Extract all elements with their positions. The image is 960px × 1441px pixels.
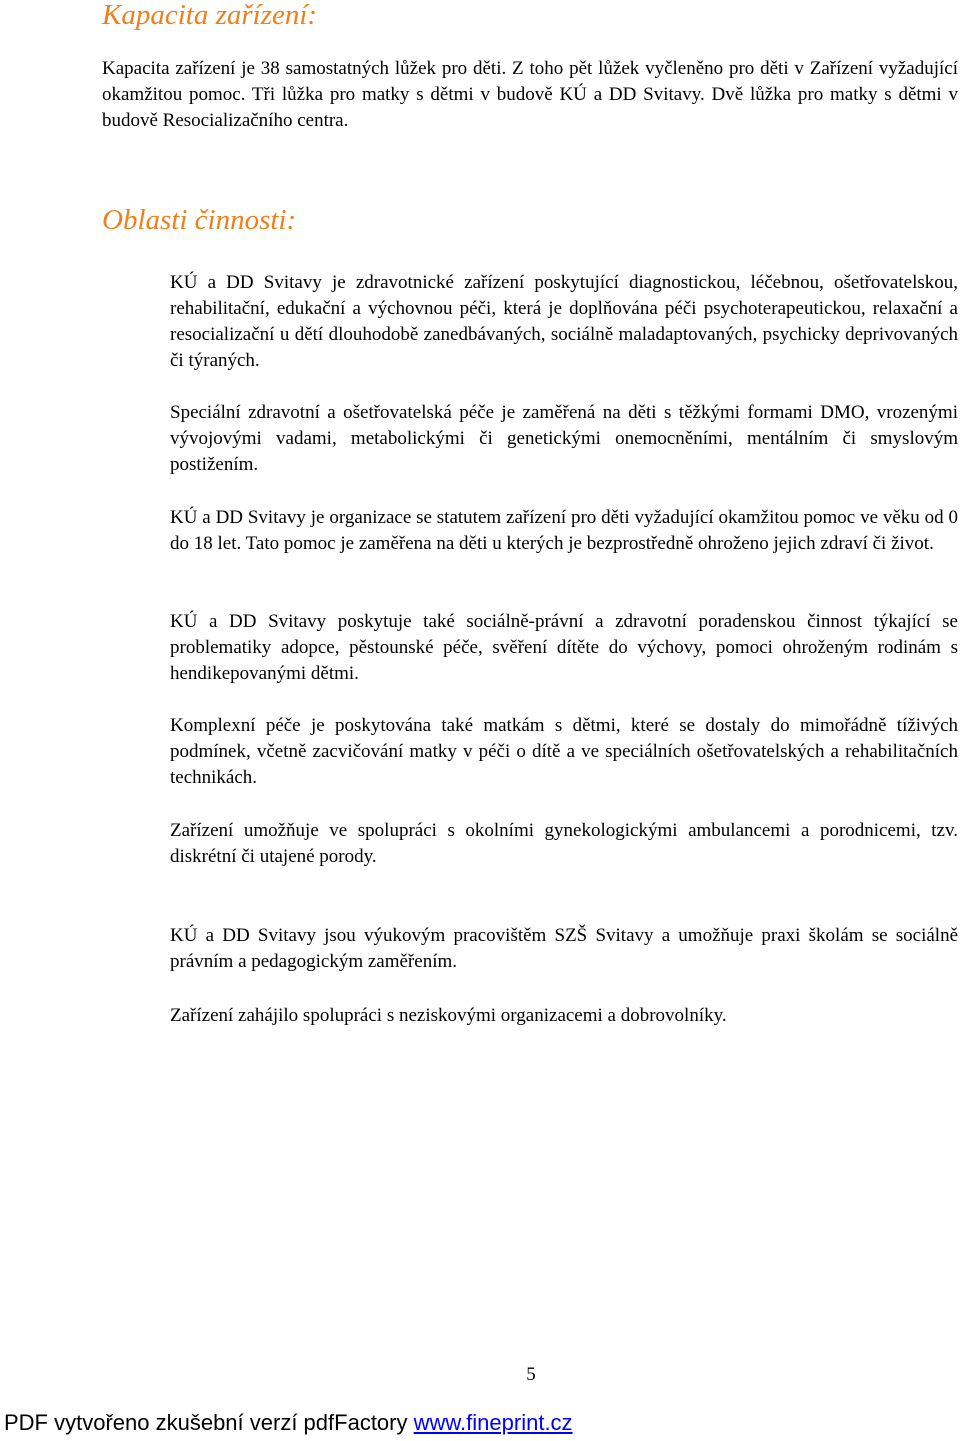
activities-paragraph-6: Zařízení umožňuje ve spolupráci s okolními gynekologickými ambulancemi a porodnicemi, tzv. diskrétní či utajené porody. [170, 820, 958, 867]
activities-paragraph-8: Zařízení zahájilo spolupráci s neziskovými organizacemi a dobrovolníky. [170, 1005, 727, 1026]
activities-paragraph-1: KÚ a DD Svitavy je zdravotnické zařízení poskytující diagnostickou, léčebnou, ošetřovatelskou, rehabilitační, edukační a výchovnou péči, která je doplňována péči psychoterapeutickou, relaxační a resocializační u dětí dlouhodobě zanedbávaných, sociálně maladaptovaných, psychicky deprivovaných či týraných. [170, 272, 958, 371]
page-number: 5 [526, 1364, 536, 1385]
activities-paragraph-2: Speciální zdravotní a ošetřovatelská péče je zaměřená na děti s těžkými formami DMO, vrozenými vývojovými vadami, metabolickými či genetickými onemocněními, mentálním či smyslovým postižením. [170, 402, 958, 475]
footer-text: PDF vytvořeno zkušební verzí pdfFactory [4, 1410, 414, 1435]
pdf-footer [4, 1408, 573, 1438]
capacity-heading: Kapacita zařízení: [102, 0, 318, 31]
capacity-paragraph: Kapacita zařízení je 38 samostatných lůžek pro děti. Z toho pět lůžek vyčleněno pro děti v Zařízení vyžadující okamžitou pomoc. Tři lůžka pro matky s dětmi v budově KÚ a DD Svitavy. Dvě lůžka pro matky s dětmi v budově Resocializačního centra. [102, 58, 958, 131]
activities-paragraph-5: Komplexní péče je poskytována také matkám s dětmi, které se dostaly do mimořádně tíživých podmínek, včetně zacvičování matky v péči o dítě a ve speciálních ošetřovatelských a rehabilitačních technikách. [170, 715, 958, 788]
activities-heading: Oblasti činnosti: [102, 204, 297, 236]
footer-link[interactable]: www.fineprint.cz [413, 1410, 573, 1435]
activities-paragraph-3: KÚ a DD Svitavy je organizace se statutem zařízení pro děti vyžadující okamžitou pomoc ve věku od 0 do 18 let. Tato pomoc je zaměřena na děti u kterých je bezprostředně ohroženo jejich zdraví či život. [170, 507, 958, 554]
activities-paragraph-7: KÚ a DD Svitavy jsou výukovým pracovištěm SZŠ Svitavy a umožňuje praxi školám se sociálně právním a pedagogickým zaměřením. [170, 925, 958, 972]
activities-paragraph-4: KÚ a DD Svitavy poskytuje také sociálně-právní a zdravotní poradenskou činnost týkající se problematiky adopce, pěstounské péče, svěření dítěte do výchovy, pomoci ohroženým rodinám s hendikepovanými dětmi. [170, 611, 958, 684]
